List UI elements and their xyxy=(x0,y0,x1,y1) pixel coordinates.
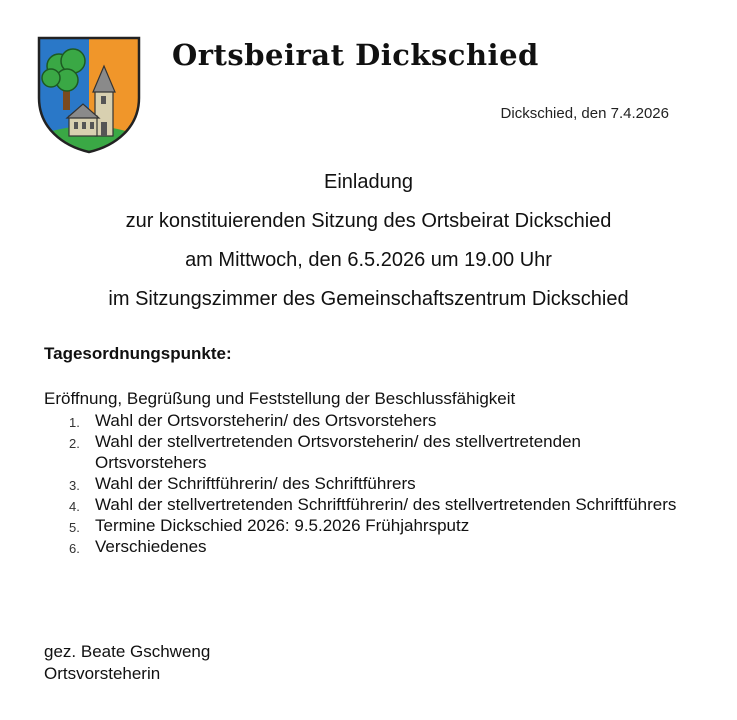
signature-role: Ortsvorsteherin xyxy=(44,664,161,683)
agenda-heading: Tagesordnungspunkte: xyxy=(44,344,232,363)
agenda-item-number: 5. xyxy=(69,520,80,535)
signature-name: gez. Beate Gschweng xyxy=(44,642,211,661)
agenda-item-text: Wahl der stellvertretenden Schriftführerin/ des stellvertretenden Schriftführers xyxy=(95,495,677,514)
invitation-purpose: zur konstituierenden Sitzung des Ortsbeirat Dickschied xyxy=(125,210,612,232)
invitation-heading: Einladung xyxy=(324,171,413,193)
agenda-item xyxy=(69,515,689,536)
agenda-item xyxy=(69,431,689,473)
agenda-intro: Eröffnung, Begrüßung und Feststellung der Beschlussfähigkeit xyxy=(44,389,516,408)
agenda-item-number: 1. xyxy=(69,415,80,430)
agenda-item-number: 3. xyxy=(69,478,80,493)
agenda-item-number: 4. xyxy=(69,499,80,514)
org-title: Ortsbeirat Dickschied xyxy=(172,38,539,72)
invitation-datetime: am Mittwoch, den 6.5.2026 um 19.00 Uhr xyxy=(185,249,552,271)
invitation-location: im Sitzungszimmer des Gemeinschaftszentrum Dickschied xyxy=(108,288,629,310)
agenda-item-text: Termine Dickschied 2026: 9.5.2026 Frühjahrsputz xyxy=(95,516,470,535)
agenda-item-text: Wahl der Ortsvorsteherin/ des Ortsvorstehers xyxy=(95,411,437,430)
agenda-list xyxy=(69,410,689,557)
dickschied-coat-of-arms-icon xyxy=(37,36,141,154)
agenda-item-number: 6. xyxy=(69,541,80,556)
agenda-item xyxy=(69,410,689,431)
agenda-item-text: Wahl der stellvertretenden Ortsvorsteherin/ des stellvertretenden Ortsvorstehers xyxy=(95,432,581,472)
agenda-item-number: 2. xyxy=(69,436,80,451)
signature-block xyxy=(44,641,210,685)
agenda-item-text: Wahl der Schriftführerin/ des Schriftführers xyxy=(95,474,416,493)
agenda-item xyxy=(69,494,689,515)
agenda-item xyxy=(69,473,689,494)
date-line: Dickschied, den 7.4.2026 xyxy=(500,105,669,122)
agenda-item xyxy=(69,536,689,557)
agenda-item-text: Verschiedenes xyxy=(95,537,207,556)
invitation-block xyxy=(0,163,737,319)
